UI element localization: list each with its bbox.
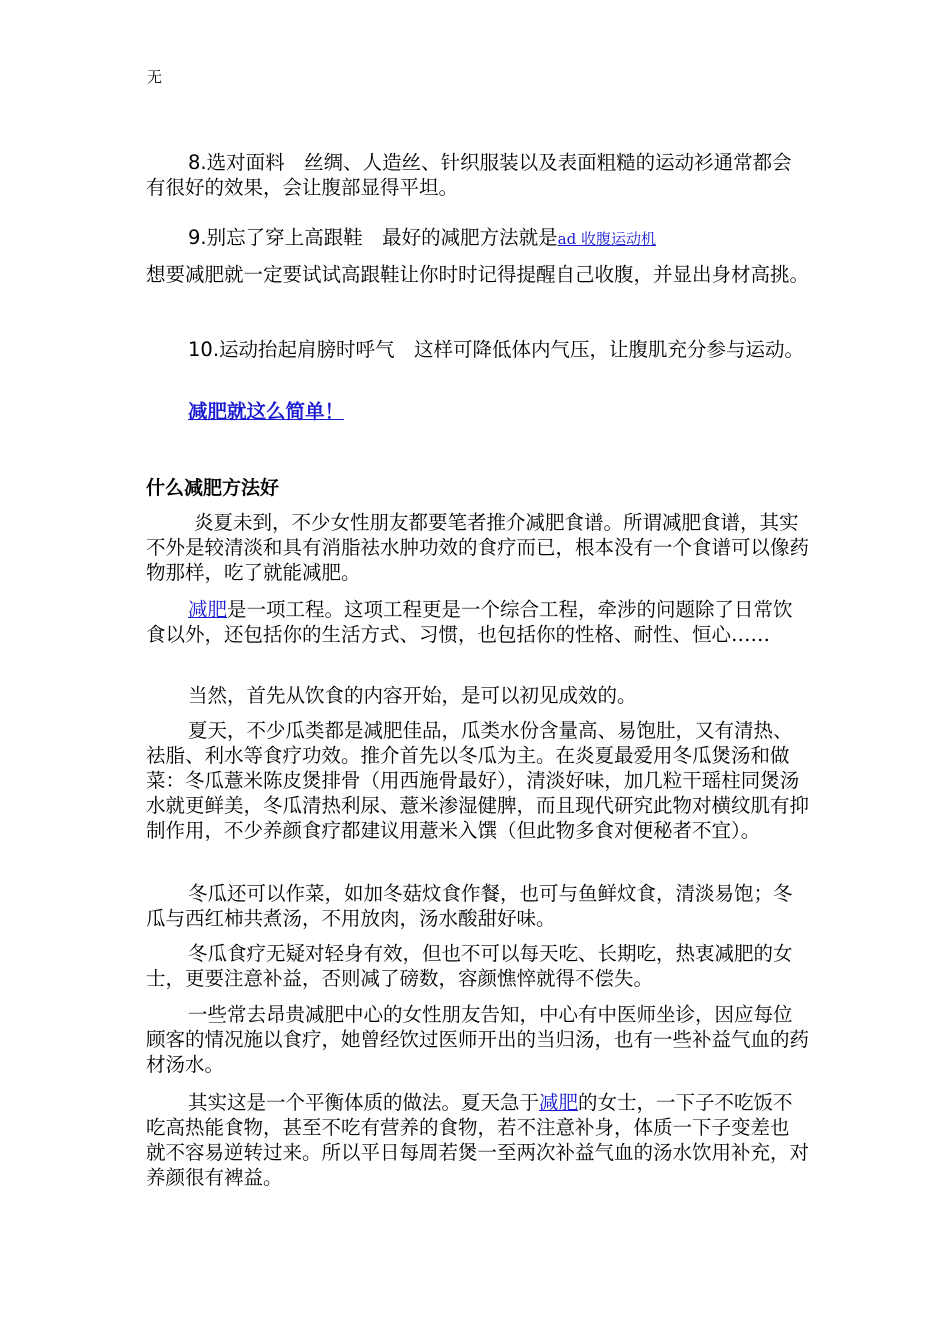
slogan-paragraph bbox=[146, 399, 810, 424]
tip-number: 9. bbox=[188, 226, 207, 249]
tip-title: 选对面料 bbox=[206, 151, 285, 174]
slogan-link[interactable]: 减肥就这么简单！ bbox=[188, 400, 345, 423]
paragraph-8-text-b: 的女士，一下子不吃饭不吃高热能食物，甚至不吃有营养的食物，若不注意补身，体质一下子变差也 就不容易逆转过来。所以平日每周若煲一至两次补益气血的汤水饮用补充，对养颜很有裨益。 bbox=[146, 1091, 810, 1189]
tip-10 bbox=[146, 337, 810, 362]
paragraph-6: 冬瓜食疗无疑对轻身有效，但也不可以每天吃、长期吃，热衷减肥的女士，更要注意补益，否则减了磅数，容颜憔悴就得不偿失。 bbox=[146, 942, 793, 990]
paragraph-8 bbox=[146, 1090, 810, 1190]
page-header: 无 bbox=[147, 68, 163, 86]
weight-loss-link[interactable]: 减肥 bbox=[539, 1091, 579, 1114]
paragraph-5: 冬瓜还可以作菜，如加冬菇炆食作餐，也可与鱼鲜炆食，清淡易饱；冬瓜与西红柿共煮汤，不用放肉，汤水酸甜好味。 bbox=[146, 882, 793, 930]
paragraph-4: 夏天，不少瓜类都是减肥佳品，瓜类水份含量高、易饱肚，又有清热、祛脂、利水等食疗功效。推介首先以冬瓜为主。在炎夏最爱用冬瓜煲汤和做菜：冬瓜薏米陈皮煲排骨（用西施骨最好），清淡好味，加几粒干瑶柱同煲汤水就更鲜美，冬瓜清热利尿、薏米渗湿健脾，而且现代研究此物对横纹肌有抑制作用，不少养颜食疗都建议用薏米入馔（但此物多食对便秘者不宜）。 bbox=[146, 719, 810, 842]
tip-title: 运动抬起肩膀时呼气 bbox=[219, 338, 395, 361]
weight-loss-link[interactable]: 减肥 bbox=[188, 598, 228, 621]
paragraph-2-text: 是一项工程。这项工程更是一个综合工程，牵涉的问题除了日常饮食以外，还包括你的生活方式、习惯，也包括你的性格、耐性、恒心…… bbox=[146, 598, 793, 646]
tip-title: 别忘了穿上高跟鞋 bbox=[206, 226, 363, 249]
tip-9 bbox=[146, 225, 810, 252]
tip-body: 丝绸、人造丝、针织服装以及表面粗糙的运动衫通常都会有很好的效果，会让腹部显得平坦。 bbox=[146, 151, 792, 199]
paragraph-3: 当然，首先从饮食的内容开始，是可以初见成效的。 bbox=[188, 684, 637, 707]
tip-body: 这样可降低体内气压，让腹肌充分参与运动。 bbox=[414, 338, 805, 361]
ad-link[interactable]: ad 收腹运动机 bbox=[557, 230, 656, 248]
paragraph-1: 炎夏未到，不少女性朋友都要笔者推介减肥食谱。所谓减肥食谱，其实不外是较清淡和具有消脂祛水肿功效的食疗而已，根本没有一个食谱可以像药物那样，吃了就能减肥。 bbox=[146, 511, 810, 584]
paragraph-2 bbox=[146, 597, 810, 647]
tip-8 bbox=[146, 150, 810, 200]
paragraph-7: 一些常去昂贵减肥中心的女性朋友告知，中心有中医师坐诊，因应每位顾客的情况施以食疗，她曾经饮过医师开出的当归汤，也有一些补益气血的药材汤水。 bbox=[146, 1003, 810, 1076]
tip-body: 最好的减肥方法就是 bbox=[382, 226, 558, 249]
tip-9-continued: 想要减肥就一定要试试高跟鞋让你时时记得提醒自己收腹，并显出身材高挑。 bbox=[146, 263, 810, 286]
tip-number: 8. bbox=[188, 151, 207, 174]
tip-number: 10. bbox=[188, 338, 220, 361]
paragraph-8-text-a: 其实这是一个平衡体质的做法。夏天急于 bbox=[188, 1091, 540, 1114]
section-title: 什么减肥方法好 bbox=[146, 477, 280, 499]
